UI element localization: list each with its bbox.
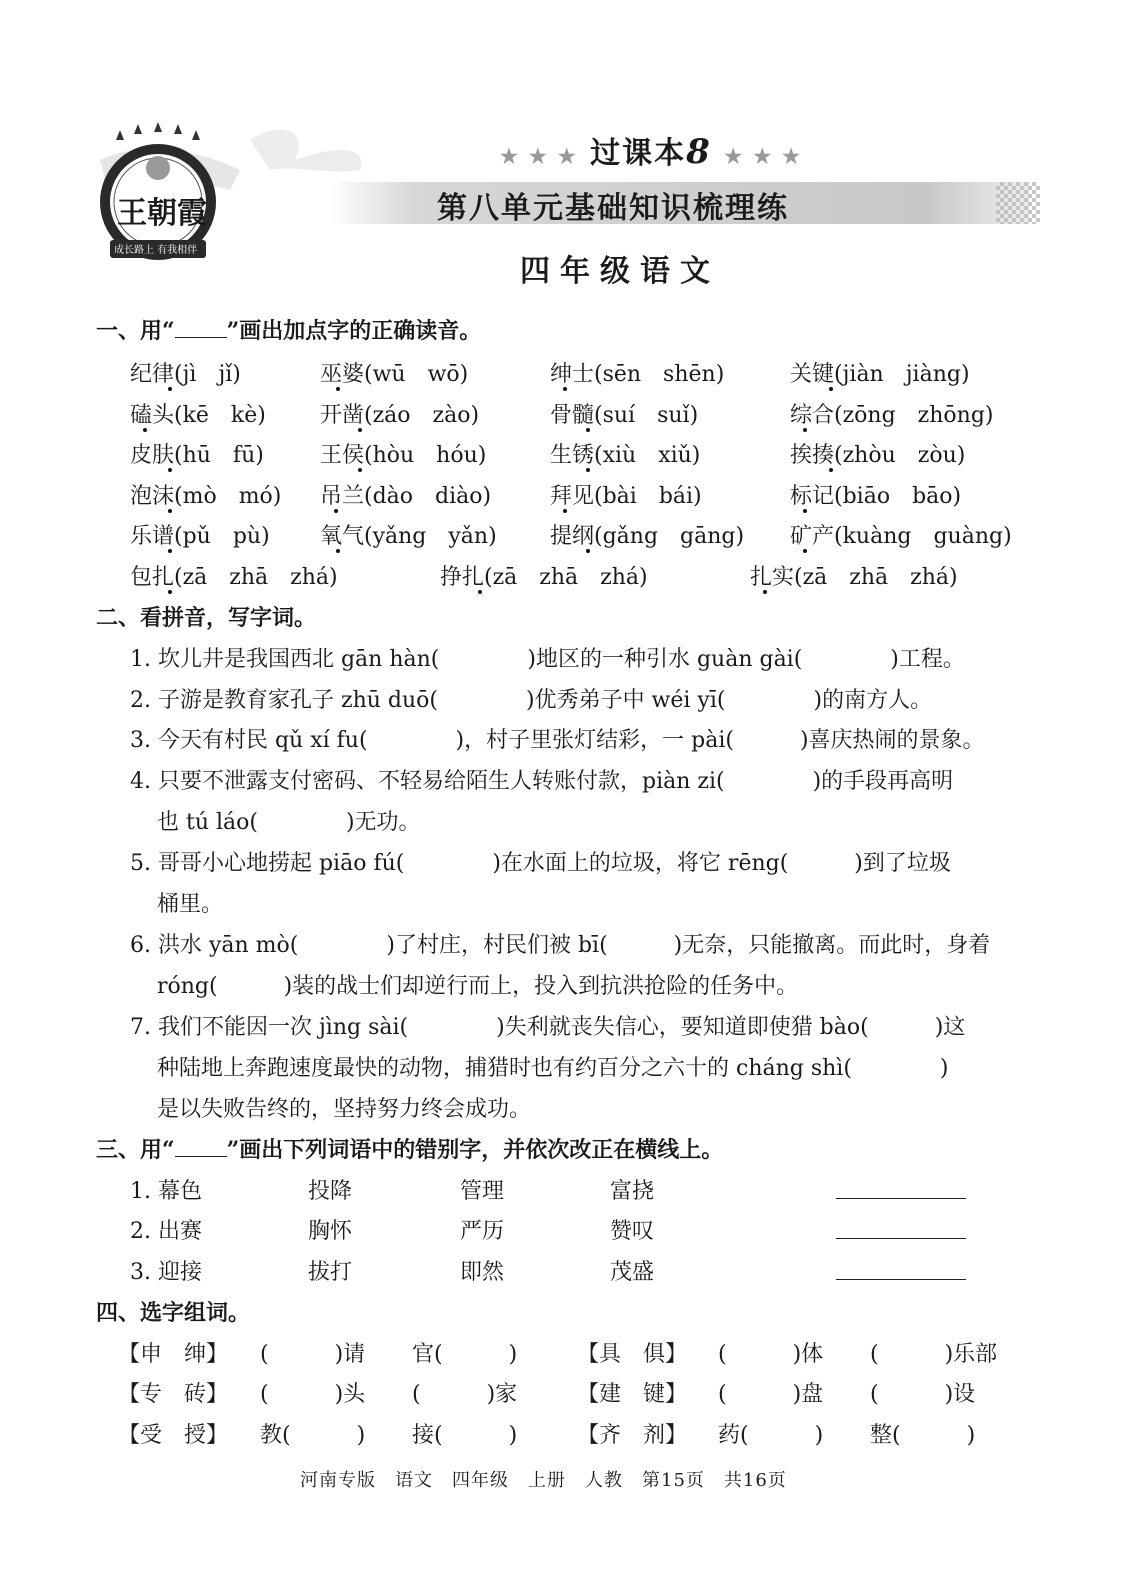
section3-title: 三、用“ ”画出下列词语中的错别字，并依次改正在横线上。 (96, 1137, 724, 1163)
section1-title: 一、用“ ”画出加点字的正确读音。 (96, 318, 482, 344)
list-item: 茂盛 (610, 1260, 655, 1285)
section2-title: 二、看拼音，写字词。 (96, 605, 317, 631)
list-item: 生锈(xiù xiǔ) (550, 443, 701, 468)
answer-line[interactable] (836, 1238, 966, 1239)
list-item: 提纲(gǎng gāng) (550, 524, 745, 549)
list-item: 胸怀 (308, 1219, 353, 1244)
list-item: ( )设 (870, 1382, 976, 1407)
page-footer: 河南专版 语文 四年级 上册 人教 第15页 共16页 (300, 1470, 787, 1491)
star-icon: ★ ★ ★ (724, 144, 803, 168)
list-item: 拔打 (308, 1260, 353, 1285)
list-item: 1. 幕色 (130, 1179, 202, 1204)
list-item: 开凿(záo zào) (320, 403, 480, 428)
list-item: 1. 坎儿井是我国西北 gān hàn( )地区的一种引水 guàn gài( )工程。 (130, 647, 965, 672)
list-item: 6. 洪水 yān mò( )了村庄，村民们被 bī( )无奈，只能撤离。而此时，身着 (130, 933, 991, 958)
list-item: 是以失败告终的，坚持努力终会成功。 (157, 1097, 532, 1122)
list-item: 乐谱(pǔ pù) (130, 524, 270, 549)
answer-line[interactable] (836, 1279, 966, 1280)
list-item: 富挠 (610, 1179, 655, 1204)
list-item: 【专 砖】 (118, 1382, 229, 1407)
list-item: 整( ) (870, 1423, 976, 1448)
list-item: 接( ) (412, 1423, 518, 1448)
list-item: 吊兰(dào diào) (320, 484, 492, 509)
list-item: 泡沫(mò mó) (130, 484, 282, 509)
list-item: 【建 键】 (577, 1382, 688, 1407)
list-item: 拜见(bài bái) (550, 484, 702, 509)
star-icon: ★ ★ ★ (500, 144, 578, 168)
list-item: 巫婆(wū wō) (320, 362, 469, 387)
list-item: 综合(zōng zhōng) (790, 403, 994, 428)
list-item: 王侯(hòu hóu) (320, 443, 487, 468)
list-item: 骨髓(suí suǐ) (550, 403, 699, 428)
list-item: 关键(jiàn jiàng) (790, 362, 970, 387)
list-item: 严历 (460, 1219, 505, 1244)
book-tag (500, 128, 802, 172)
list-item: 包扎(zā zhā zhá) (130, 565, 338, 590)
list-item: 标记(biāo bāo) (790, 484, 962, 509)
list-item: 矿产(kuàng guàng) (790, 524, 1012, 549)
list-item: 【受 授】 (118, 1423, 229, 1448)
page-subtitle: 四年级语文 (520, 254, 720, 289)
logo-ribbon: 成长路上 有我相伴 (114, 245, 198, 256)
logo-text: 王朝霞 (117, 196, 207, 231)
page-title: 第八单元基础知识梳理练 (437, 191, 789, 226)
list-item: 【申 绅】 (118, 1342, 229, 1367)
list-item: 挣扎(zā zhā zhá) (440, 565, 648, 590)
section4-title: 四、选字组词。 (96, 1300, 251, 1326)
list-item: róng( )装的战士们却逆行而上，投入到抗洪抢险的任务中。 (157, 974, 799, 999)
list-item: 3. 迎接 (130, 1260, 202, 1285)
list-item: 药( ) (718, 1423, 824, 1448)
list-item: 即然 (460, 1260, 505, 1285)
list-item: 赞叹 (610, 1219, 655, 1244)
list-item: 纪律(jì jǐ) (130, 362, 241, 387)
list-item: 官( ) (412, 1342, 518, 1367)
answer-line[interactable] (836, 1198, 966, 1199)
list-item: 管理 (460, 1179, 505, 1204)
list-item: ( )家 (412, 1382, 518, 1407)
list-item: 5. 哥哥小心地捞起 piāo fú( )在水面上的垃圾，将它 rēng( )到了垃圾 (130, 851, 951, 876)
list-item: 扎实(zā zhā zhá) (750, 565, 958, 590)
list-item: 教( ) (260, 1423, 366, 1448)
list-item: 投降 (308, 1179, 353, 1204)
list-item: ( )盘 (718, 1382, 824, 1407)
list-item: 绅士(sēn shēn) (550, 362, 725, 387)
list-item: 种陆地上奔跑速度最快的动物，捕猎时也有约百分之六十的 cháng shì( ) (157, 1056, 949, 1081)
list-item: 2. 出赛 (130, 1219, 202, 1244)
list-item: 也 tú láo( )无功。 (157, 810, 421, 835)
book-tag-number: 8 (686, 132, 712, 172)
list-item: ( )请 (260, 1342, 366, 1367)
list-item: 7. 我们不能因一次 jìng sài( )失利就丧失信心，要知道即使猎 bào( )这 (130, 1015, 966, 1040)
book-tag-text: 过课本 (590, 136, 687, 171)
list-item: 磕头(kē kè) (130, 403, 266, 428)
list-item: 【具 俱】 (577, 1342, 688, 1367)
list-item: 2. 子游是教育家孔子 zhū duō( )优秀弟子中 wéi yī( )的南方人。 (130, 688, 933, 713)
list-item: 【齐 剂】 (577, 1423, 688, 1448)
list-item: ( )乐部 (870, 1342, 998, 1367)
list-item: 氧气(yǎng yǎn) (320, 524, 497, 549)
list-item: 挨揍(zhòu zòu) (790, 443, 966, 468)
list-item: ( )头 (260, 1382, 366, 1407)
list-item: 3. 今天有村民 qǔ xí fu( )，村子里张灯结彩，一 pài( )喜庆热闹的景象。 (130, 728, 985, 753)
list-item: 桶里。 (157, 892, 224, 917)
list-item: 4. 只要不泄露支付密码、不轻易给陌生人转账付款，piàn zi( )的手段再高明 (130, 769, 954, 794)
list-item: 皮肤(hū fū) (130, 443, 264, 468)
list-item: ( )体 (718, 1342, 824, 1367)
